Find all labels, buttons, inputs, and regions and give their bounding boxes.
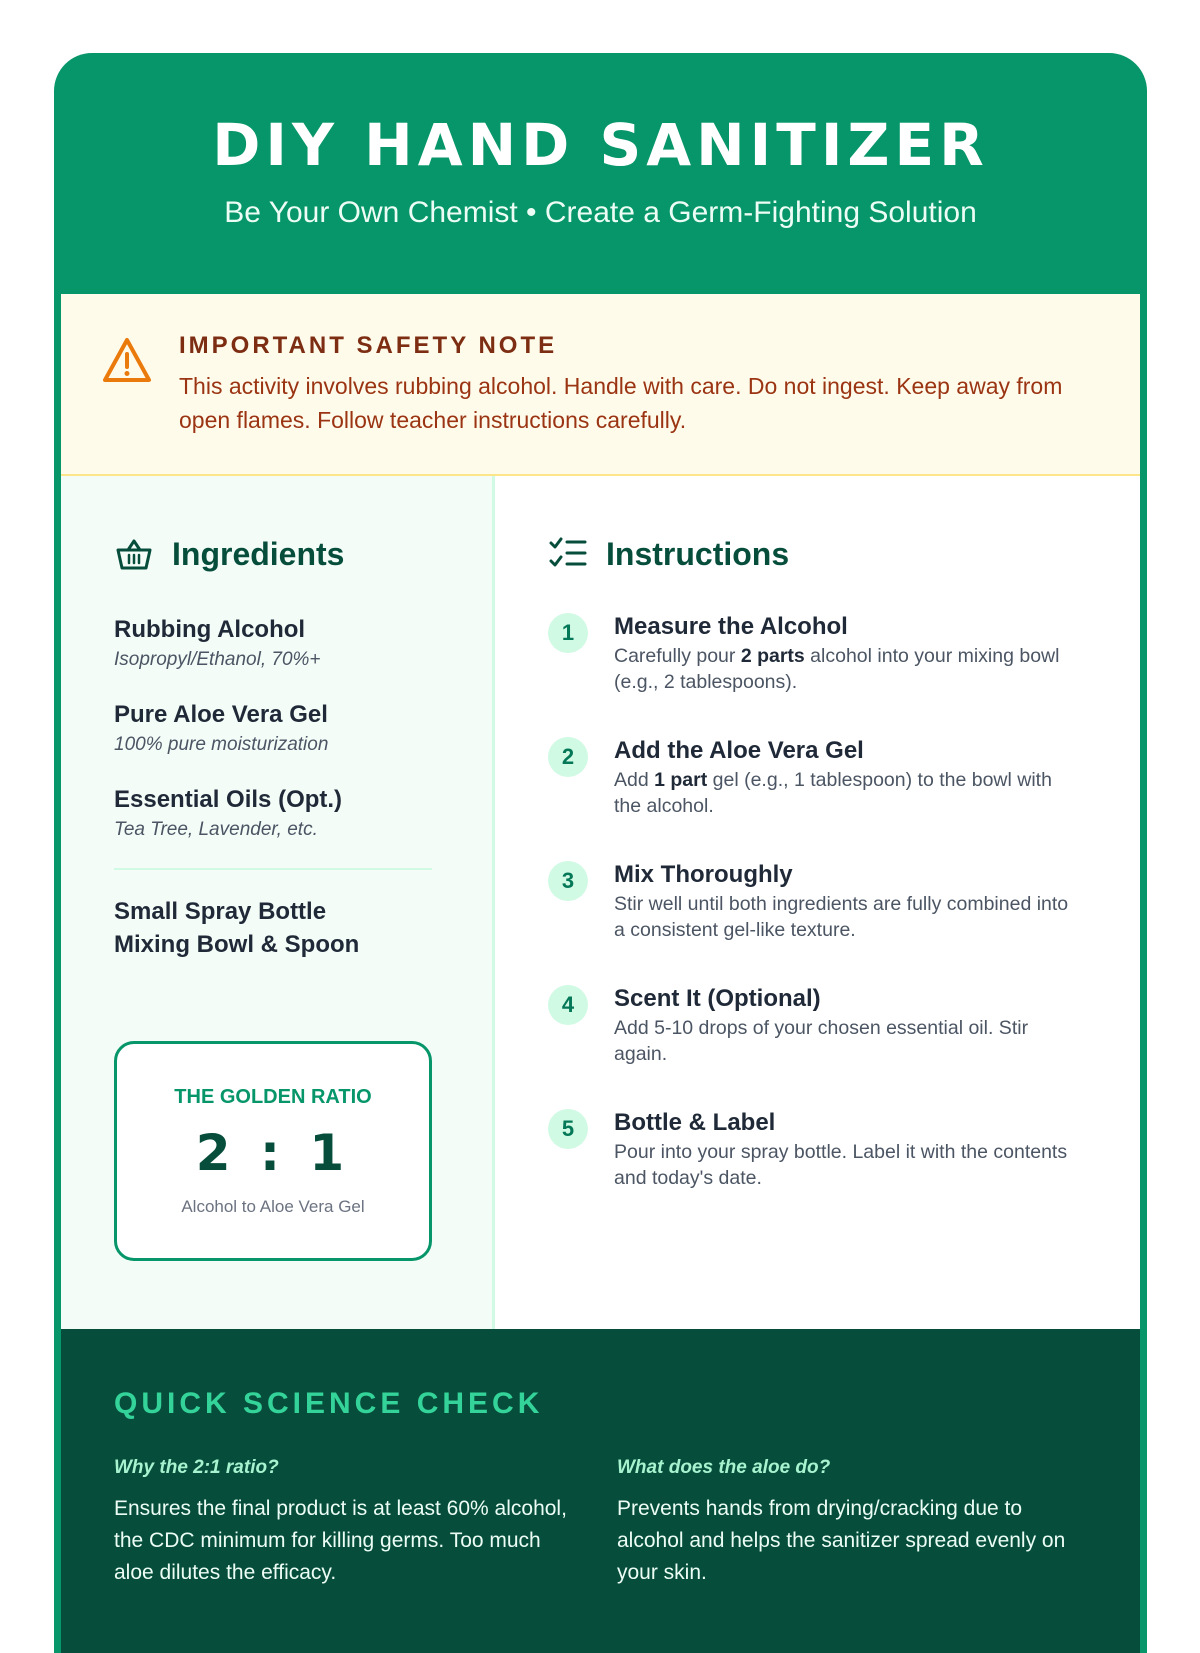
checklist-icon <box>548 534 588 574</box>
qa-answer: Prevents hands from drying/cracking due to alcohol and helps the sanitizer spread evenly on your skin. <box>617 1497 1066 1584</box>
qa-item <box>114 1457 569 1589</box>
qa-item <box>617 1457 1072 1589</box>
step-description: Stir well until both ingredients are fully combined into a consistent gel-like texture. <box>614 893 1069 941</box>
step-number: 5 <box>548 1109 588 1149</box>
ingredient-item <box>114 786 342 841</box>
step-description: Carefully pour 2 parts alcohol into your mixing bowl (e.g., 2 tablespoons). <box>614 645 1060 693</box>
divider <box>114 868 432 870</box>
step-title: Bottle & Label <box>614 1109 776 1136</box>
warning-icon <box>101 336 153 384</box>
step-description: Pour into your spray bottle. Label it with the contents and today's date. <box>614 1141 1068 1189</box>
ingredient-item <box>114 616 321 671</box>
science-check <box>61 1329 1140 1653</box>
qa-question: Why the 2:1 ratio? <box>114 1457 279 1478</box>
safety-text: This activity involves rubbing alcohol. Handle with care. Do not ingest. Keep away from open flames. Follow teacher instructions carefully. <box>179 373 1063 433</box>
step-description: Add 5-10 drops of your chosen essential oil. Stir again. <box>614 1017 1029 1065</box>
instructions-panel <box>495 476 1140 1330</box>
step-number: 1 <box>548 613 588 653</box>
ingredients-panel <box>61 476 495 1330</box>
step-title: Add the Aloe Vera Gel <box>614 737 864 764</box>
ingredient-item <box>114 701 328 756</box>
qa-answer: Ensures the final product is at least 60% alcohol, the CDC minimum for killing germs. Too much aloe dilutes the efficacy. <box>114 1497 567 1584</box>
page-subtitle: Be Your Own Chemist • Create a Germ-Fighting Solution <box>224 196 977 229</box>
safety-title: IMPORTANT SAFETY NOTE <box>179 332 558 359</box>
ratio-caption: Alcohol to Aloe Vera Gel <box>181 1197 365 1216</box>
ingredient-name: Pure Aloe Vera Gel <box>114 701 328 728</box>
safety-note <box>61 294 1140 476</box>
qa-question: What does the aloe do? <box>617 1457 831 1478</box>
step-title: Measure the Alcohol <box>614 613 848 640</box>
ratio-value: 2 : 1 <box>195 1124 351 1182</box>
step-description: Add 1 part gel (e.g., 1 tablespoon) to the bowl with the alcohol. <box>614 769 1052 817</box>
ingredient-name: Rubbing Alcohol <box>114 616 306 643</box>
step-title: Scent It (Optional) <box>614 985 821 1012</box>
basket-icon <box>114 534 154 574</box>
step-number: 3 <box>548 861 588 901</box>
instructions-heading: Instructions <box>606 535 790 572</box>
science-title: QUICK SCIENCE CHECK <box>114 1387 544 1420</box>
ingredient-note: 100% pure moisturization <box>114 734 329 755</box>
ingredients-header <box>114 534 344 574</box>
ratio-label: THE GOLDEN RATIO <box>174 1086 372 1108</box>
instructions-header <box>548 534 789 574</box>
ingredients-heading: Ingredients <box>172 535 345 572</box>
tool-item: Small Spray Bottle <box>114 898 327 925</box>
content-area <box>61 294 1140 1653</box>
ingredient-note: Isopropyl/Ethanol, 70%+ <box>114 649 321 670</box>
page-title: DIY HAND SANITIZER <box>212 111 989 179</box>
ingredient-name: Essential Oils (Opt.) <box>114 786 343 813</box>
step-number: 2 <box>548 737 588 777</box>
step-title: Mix Thoroughly <box>614 861 793 888</box>
ingredient-note: Tea Tree, Lavender, etc. <box>114 819 318 840</box>
tool-item: Mixing Bowl & Spoon <box>114 931 360 958</box>
step-number: 4 <box>548 985 588 1025</box>
recipe-card <box>54 53 1147 1653</box>
golden-ratio-box <box>114 1041 432 1261</box>
header <box>54 53 1147 293</box>
